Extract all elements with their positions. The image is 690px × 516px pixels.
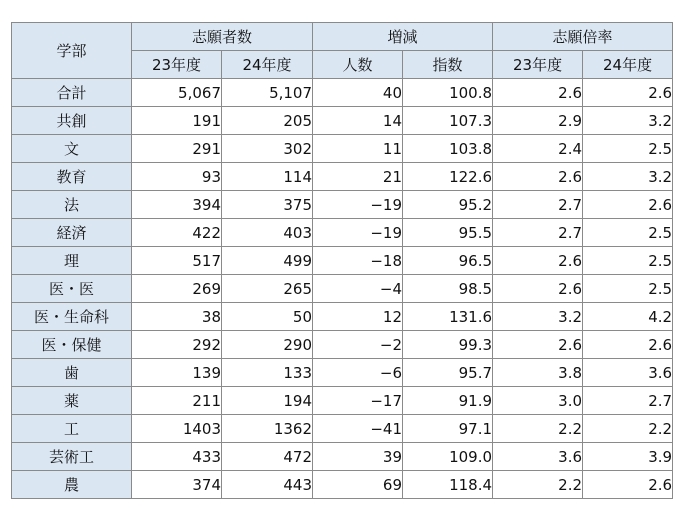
- cell-ratio-23: 2.6: [493, 331, 583, 359]
- cell-change-index: 131.6: [403, 303, 493, 331]
- cell-dept: 薬: [12, 387, 132, 415]
- cell-dept: 合計: [12, 79, 132, 107]
- cell-applicants-23: 139: [132, 359, 222, 387]
- header-applicants-24: 24年度: [222, 51, 313, 79]
- table-row: [12, 331, 673, 359]
- cell-dept: 教育: [12, 163, 132, 191]
- cell-change-people: 40: [313, 79, 403, 107]
- cell-applicants-24: 265: [222, 275, 313, 303]
- applicants-table: [11, 22, 673, 499]
- table-row: [12, 135, 673, 163]
- cell-change-people: 11: [313, 135, 403, 163]
- cell-ratio-23: 2.6: [493, 247, 583, 275]
- cell-ratio-24: 4.2: [583, 303, 673, 331]
- cell-applicants-23: 422: [132, 219, 222, 247]
- cell-ratio-24: 3.6: [583, 359, 673, 387]
- table-row: [12, 387, 673, 415]
- header-change-people: 人数: [313, 51, 403, 79]
- header-dept: 学部: [12, 23, 132, 79]
- cell-change-index: 100.8: [403, 79, 493, 107]
- cell-ratio-23: 2.9: [493, 107, 583, 135]
- cell-ratio-24: 3.2: [583, 163, 673, 191]
- header-ratio: 志願倍率: [493, 23, 673, 51]
- cell-change-index: 96.5: [403, 247, 493, 275]
- cell-ratio-24: 2.2: [583, 415, 673, 443]
- cell-applicants-24: 133: [222, 359, 313, 387]
- header-ratio-24: 24年度: [583, 51, 673, 79]
- cell-dept: 歯: [12, 359, 132, 387]
- cell-change-people: 14: [313, 107, 403, 135]
- cell-applicants-23: 93: [132, 163, 222, 191]
- cell-ratio-23: 3.2: [493, 303, 583, 331]
- table-row: [12, 303, 673, 331]
- cell-change-index: 98.5: [403, 275, 493, 303]
- cell-dept: 医・生命科: [12, 303, 132, 331]
- table-row: [12, 275, 673, 303]
- cell-change-people: −18: [313, 247, 403, 275]
- cell-dept: 芸術工: [12, 443, 132, 471]
- cell-change-people: −2: [313, 331, 403, 359]
- cell-ratio-24: 2.5: [583, 135, 673, 163]
- cell-applicants-23: 517: [132, 247, 222, 275]
- cell-applicants-24: 302: [222, 135, 313, 163]
- cell-applicants-23: 433: [132, 443, 222, 471]
- cell-applicants-24: 5,107: [222, 79, 313, 107]
- header-change: 増減: [313, 23, 493, 51]
- table-row: [12, 163, 673, 191]
- cell-applicants-24: 443: [222, 471, 313, 499]
- cell-applicants-23: 394: [132, 191, 222, 219]
- cell-change-index: 103.8: [403, 135, 493, 163]
- cell-change-index: 95.2: [403, 191, 493, 219]
- cell-applicants-24: 194: [222, 387, 313, 415]
- header-applicants: 志願者数: [132, 23, 313, 51]
- cell-applicants-23: 211: [132, 387, 222, 415]
- cell-change-index: 118.4: [403, 471, 493, 499]
- cell-applicants-23: 5,067: [132, 79, 222, 107]
- cell-change-index: 95.5: [403, 219, 493, 247]
- table-row: [12, 359, 673, 387]
- cell-change-index: 97.1: [403, 415, 493, 443]
- cell-change-index: 109.0: [403, 443, 493, 471]
- cell-ratio-24: 3.9: [583, 443, 673, 471]
- cell-ratio-24: 2.6: [583, 79, 673, 107]
- cell-change-people: −4: [313, 275, 403, 303]
- cell-ratio-24: 2.6: [583, 191, 673, 219]
- cell-change-people: −41: [313, 415, 403, 443]
- cell-applicants-23: 292: [132, 331, 222, 359]
- cell-ratio-23: 2.6: [493, 275, 583, 303]
- table-row: [12, 79, 673, 107]
- cell-applicants-24: 375: [222, 191, 313, 219]
- cell-applicants-24: 290: [222, 331, 313, 359]
- cell-ratio-23: 2.7: [493, 219, 583, 247]
- cell-applicants-23: 191: [132, 107, 222, 135]
- cell-applicants-24: 50: [222, 303, 313, 331]
- cell-applicants-23: 38: [132, 303, 222, 331]
- cell-applicants-23: 1403: [132, 415, 222, 443]
- cell-dept: 理: [12, 247, 132, 275]
- cell-change-people: 39: [313, 443, 403, 471]
- cell-dept: 共創: [12, 107, 132, 135]
- cell-dept: 文: [12, 135, 132, 163]
- cell-change-people: −19: [313, 191, 403, 219]
- table-row: [12, 443, 673, 471]
- cell-change-people: 12: [313, 303, 403, 331]
- cell-ratio-24: 3.2: [583, 107, 673, 135]
- table-row: [12, 191, 673, 219]
- cell-change-people: −17: [313, 387, 403, 415]
- table-row: [12, 107, 673, 135]
- cell-ratio-24: 2.5: [583, 219, 673, 247]
- cell-change-index: 107.3: [403, 107, 493, 135]
- cell-change-people: 21: [313, 163, 403, 191]
- cell-change-people: −6: [313, 359, 403, 387]
- header-change-index: 指数: [403, 51, 493, 79]
- cell-ratio-24: 2.5: [583, 247, 673, 275]
- cell-dept: 経済: [12, 219, 132, 247]
- header-ratio-23: 23年度: [493, 51, 583, 79]
- table-row: [12, 247, 673, 275]
- cell-applicants-24: 499: [222, 247, 313, 275]
- cell-ratio-23: 3.0: [493, 387, 583, 415]
- cell-change-index: 95.7: [403, 359, 493, 387]
- cell-dept: 工: [12, 415, 132, 443]
- cell-change-people: −19: [313, 219, 403, 247]
- cell-dept: 農: [12, 471, 132, 499]
- cell-ratio-23: 2.6: [493, 163, 583, 191]
- cell-change-index: 122.6: [403, 163, 493, 191]
- cell-dept: 医・医: [12, 275, 132, 303]
- cell-ratio-23: 3.6: [493, 443, 583, 471]
- cell-ratio-23: 2.4: [493, 135, 583, 163]
- cell-change-people: 69: [313, 471, 403, 499]
- cell-applicants-23: 269: [132, 275, 222, 303]
- cell-ratio-23: 2.7: [493, 191, 583, 219]
- cell-change-index: 91.9: [403, 387, 493, 415]
- table-row: [12, 471, 673, 499]
- cell-applicants-24: 114: [222, 163, 313, 191]
- cell-dept: 法: [12, 191, 132, 219]
- cell-applicants-24: 205: [222, 107, 313, 135]
- cell-applicants-23: 374: [132, 471, 222, 499]
- cell-ratio-24: 2.6: [583, 331, 673, 359]
- table-body: [12, 79, 673, 499]
- header-applicants-23: 23年度: [132, 51, 222, 79]
- table-row: [12, 219, 673, 247]
- cell-change-index: 99.3: [403, 331, 493, 359]
- cell-ratio-23: 3.8: [493, 359, 583, 387]
- cell-applicants-24: 403: [222, 219, 313, 247]
- cell-ratio-24: 2.5: [583, 275, 673, 303]
- cell-ratio-23: 2.6: [493, 79, 583, 107]
- cell-ratio-24: 2.6: [583, 471, 673, 499]
- cell-ratio-23: 2.2: [493, 415, 583, 443]
- cell-dept: 医・保健: [12, 331, 132, 359]
- cell-applicants-23: 291: [132, 135, 222, 163]
- table-row: [12, 415, 673, 443]
- cell-ratio-23: 2.2: [493, 471, 583, 499]
- cell-applicants-24: 472: [222, 443, 313, 471]
- cell-ratio-24: 2.7: [583, 387, 673, 415]
- cell-applicants-24: 1362: [222, 415, 313, 443]
